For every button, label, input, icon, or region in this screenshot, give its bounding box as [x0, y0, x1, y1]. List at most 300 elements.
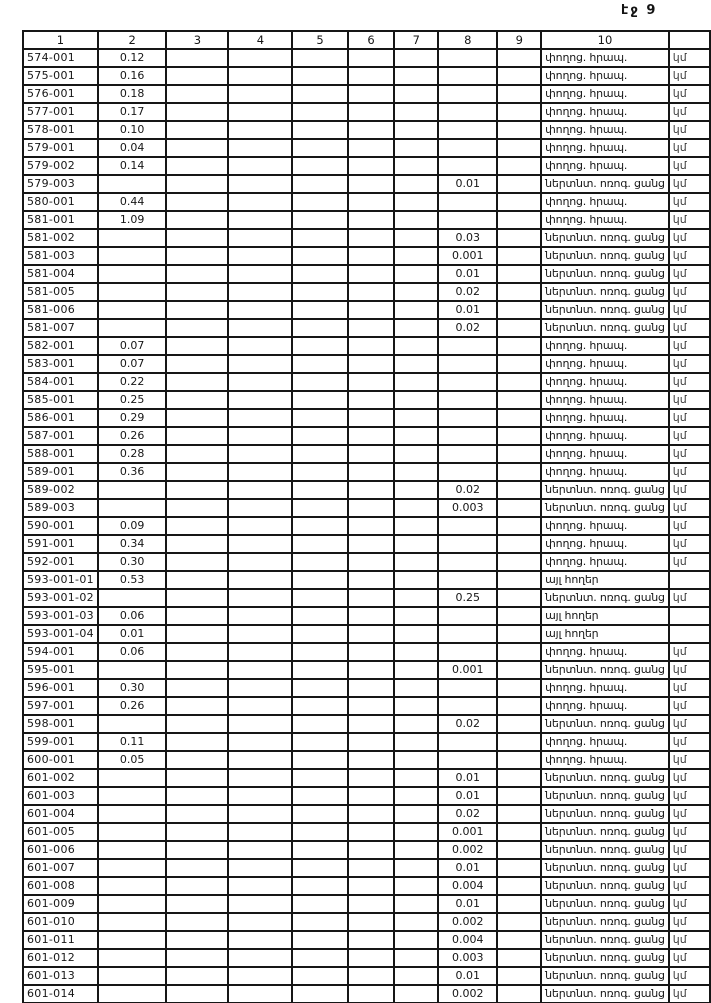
empty-cell [394, 319, 438, 337]
empty-cell [228, 931, 292, 949]
empty-cell [348, 643, 395, 661]
empty-cell [166, 211, 228, 229]
area-value-cell: 0.18 [98, 85, 166, 103]
land-use-cell: փողոց. հրապ. [541, 535, 669, 553]
empty-cell [228, 751, 292, 769]
empty-cell [394, 355, 438, 373]
empty-cell [292, 265, 347, 283]
empty-cell [394, 805, 438, 823]
land-use-cell: փողոց. հրապ. [541, 409, 669, 427]
unit-annotation [669, 571, 710, 589]
empty-cell [497, 157, 541, 175]
empty-cell [394, 49, 438, 67]
empty-cell [394, 859, 438, 877]
table-row [23, 949, 710, 967]
land-use-cell: փողոց. հրապ. [541, 139, 669, 157]
table-row [23, 571, 710, 589]
parcel-id-cell: 584-001 [23, 373, 98, 391]
land-use-cell: ներտնտ. ոռոգ. ցանց [541, 247, 669, 265]
area-value-cell: 0.12 [98, 49, 166, 67]
parcel-id-cell: 579-001 [23, 139, 98, 157]
empty-cell [394, 913, 438, 931]
empty-cell [348, 85, 395, 103]
table-row [23, 769, 710, 787]
land-use-cell: ներտնտ. ոռոգ. ցանց [541, 913, 669, 931]
empty-cell [348, 391, 395, 409]
area-value-cell: 0.06 [98, 607, 166, 625]
empty-cell [348, 931, 395, 949]
irrigation-value-cell [438, 463, 497, 481]
irrigation-value-cell: 0.01 [438, 301, 497, 319]
empty-cell [166, 913, 228, 931]
empty-cell [228, 823, 292, 841]
table-row [23, 535, 710, 553]
empty-cell [348, 319, 395, 337]
empty-cell [497, 211, 541, 229]
land-use-cell: փողոց. հրապ. [541, 211, 669, 229]
empty-cell [348, 283, 395, 301]
area-value-cell: 0.30 [98, 553, 166, 571]
unit-annotation: կմ [669, 445, 710, 463]
empty-cell [292, 139, 347, 157]
empty-cell [394, 607, 438, 625]
land-use-cell: ներտնտ. ոռոգ. ցանց [541, 175, 669, 193]
land-use-cell: ներտնտ. ոռոգ. ցանց [541, 265, 669, 283]
empty-cell [292, 715, 347, 733]
parcel-id-cell: 593-001-04 [23, 625, 98, 643]
parcel-id-cell: 593-001-01 [23, 571, 98, 589]
empty-cell [166, 283, 228, 301]
table-row [23, 931, 710, 949]
empty-cell [348, 751, 395, 769]
irrigation-value-cell [438, 49, 497, 67]
empty-cell [394, 481, 438, 499]
parcel-id-cell: 579-002 [23, 157, 98, 175]
empty-cell [348, 121, 395, 139]
empty-cell [348, 247, 395, 265]
unit-annotation: կմ [669, 535, 710, 553]
table-row [23, 355, 710, 373]
land-use-cell: փողոց. հրապ. [541, 157, 669, 175]
empty-cell [166, 823, 228, 841]
empty-cell [497, 373, 541, 391]
table-row [23, 589, 710, 607]
empty-cell [348, 373, 395, 391]
land-use-cell: այլ հողեր [541, 571, 669, 589]
irrigation-value-cell [438, 571, 497, 589]
empty-cell [394, 697, 438, 715]
empty-cell [228, 859, 292, 877]
parcel-id-cell: 590-001 [23, 517, 98, 535]
empty-cell [166, 571, 228, 589]
parcel-id-cell: 591-001 [23, 535, 98, 553]
area-value-cell [98, 805, 166, 823]
empty-cell [292, 967, 347, 985]
irrigation-value-cell: 0.01 [438, 967, 497, 985]
empty-cell [394, 931, 438, 949]
parcel-id-cell: 575-001 [23, 67, 98, 85]
table-row [23, 733, 710, 751]
irrigation-value-cell [438, 535, 497, 553]
empty-cell [292, 193, 347, 211]
unit-annotation: կմ [669, 895, 710, 913]
land-use-cell: ներտնտ. ոռոգ. ցանց [541, 301, 669, 319]
empty-cell [497, 967, 541, 985]
land-use-cell: ներտնտ. ոռոգ. ցանց [541, 877, 669, 895]
irrigation-value-cell [438, 679, 497, 697]
empty-cell [166, 535, 228, 553]
table-row [23, 787, 710, 805]
unit-annotation [669, 607, 710, 625]
empty-cell [394, 841, 438, 859]
table-row [23, 463, 710, 481]
table-row [23, 481, 710, 499]
land-use-cell: ներտնտ. ոռոգ. ցանց [541, 895, 669, 913]
land-use-cell: փողոց. հրապ. [541, 427, 669, 445]
empty-cell [166, 985, 228, 1003]
parcel-id-cell: 588-001 [23, 445, 98, 463]
area-value-cell [98, 499, 166, 517]
empty-cell [228, 643, 292, 661]
area-value-cell: 0.07 [98, 355, 166, 373]
irrigation-value-cell [438, 67, 497, 85]
unit-annotation: կմ [669, 913, 710, 931]
irrigation-value-cell [438, 121, 497, 139]
column-header-5: 5 [292, 31, 347, 49]
empty-cell [497, 823, 541, 841]
empty-cell [166, 445, 228, 463]
unit-annotation: կմ [669, 949, 710, 967]
empty-cell [348, 679, 395, 697]
empty-cell [394, 985, 438, 1003]
area-value-cell: 0.22 [98, 373, 166, 391]
empty-cell [166, 481, 228, 499]
empty-cell [348, 967, 395, 985]
empty-cell [292, 175, 347, 193]
empty-cell [497, 895, 541, 913]
empty-cell [166, 895, 228, 913]
area-value-cell [98, 301, 166, 319]
parcel-id-cell: 586-001 [23, 409, 98, 427]
area-value-cell [98, 661, 166, 679]
empty-cell [166, 319, 228, 337]
area-value-cell: 0.04 [98, 139, 166, 157]
empty-cell [166, 967, 228, 985]
empty-cell [228, 391, 292, 409]
empty-cell [394, 85, 438, 103]
unit-annotation: կմ [669, 85, 710, 103]
parcel-id-cell: 601-009 [23, 895, 98, 913]
empty-cell [497, 67, 541, 85]
area-value-cell: 0.36 [98, 463, 166, 481]
empty-cell [497, 499, 541, 517]
empty-cell [394, 67, 438, 85]
empty-cell [166, 931, 228, 949]
area-value-cell: 0.34 [98, 535, 166, 553]
empty-cell [497, 841, 541, 859]
land-use-cell: ներտնտ. ոռոգ. ցանց [541, 841, 669, 859]
area-value-cell [98, 913, 166, 931]
empty-cell [292, 913, 347, 931]
empty-cell [292, 805, 347, 823]
empty-cell [394, 463, 438, 481]
column-header-6: 6 [348, 31, 395, 49]
unit-annotation: կմ [669, 229, 710, 247]
parcel-id-cell: 601-010 [23, 913, 98, 931]
empty-cell [394, 499, 438, 517]
land-use-cell: փողոց. հրապ. [541, 49, 669, 67]
irrigation-value-cell: 0.003 [438, 949, 497, 967]
empty-cell [348, 715, 395, 733]
empty-cell [292, 445, 347, 463]
table-row [23, 967, 710, 985]
empty-cell [497, 985, 541, 1003]
unit-annotation: կմ [669, 877, 710, 895]
irrigation-value-cell: 0.03 [438, 229, 497, 247]
empty-cell [497, 103, 541, 121]
empty-cell [228, 607, 292, 625]
column-header-1: 1 [23, 31, 98, 49]
parcel-id-cell: 601-003 [23, 787, 98, 805]
land-use-cell: ներտնտ. ոռոգ. ցանց [541, 661, 669, 679]
parcel-id-cell: 574-001 [23, 49, 98, 67]
table-row [23, 121, 710, 139]
table-row [23, 391, 710, 409]
empty-cell [497, 337, 541, 355]
empty-cell [348, 49, 395, 67]
table-row [23, 661, 710, 679]
empty-cell [292, 283, 347, 301]
empty-cell [497, 571, 541, 589]
unit-annotation: կմ [669, 697, 710, 715]
parcel-id-cell: 593-001-03 [23, 607, 98, 625]
parcel-id-cell: 601-011 [23, 931, 98, 949]
unit-annotation [669, 625, 710, 643]
empty-cell [394, 103, 438, 121]
empty-cell [292, 517, 347, 535]
empty-cell [348, 697, 395, 715]
land-use-cell: փողոց. հրապ. [541, 337, 669, 355]
empty-cell [292, 679, 347, 697]
empty-cell [348, 769, 395, 787]
table-row [23, 499, 710, 517]
empty-cell [292, 589, 347, 607]
empty-cell [497, 643, 541, 661]
empty-cell [394, 175, 438, 193]
empty-cell [394, 121, 438, 139]
parcel-id-cell: 601-014 [23, 985, 98, 1003]
empty-cell [292, 751, 347, 769]
parcel-id-cell: 581-005 [23, 283, 98, 301]
irrigation-value-cell: 0.02 [438, 481, 497, 499]
parcel-id-cell: 597-001 [23, 697, 98, 715]
area-value-cell: 0.25 [98, 391, 166, 409]
table-row [23, 859, 710, 877]
table-header-row [23, 31, 710, 49]
empty-cell [166, 247, 228, 265]
empty-cell [348, 589, 395, 607]
empty-cell [228, 283, 292, 301]
empty-cell [497, 355, 541, 373]
land-use-cell: փողոց. հրապ. [541, 679, 669, 697]
table-row [23, 409, 710, 427]
land-use-cell: ներտնտ. ոռոգ. ցանց [541, 283, 669, 301]
empty-cell [497, 85, 541, 103]
land-use-cell: ներտնտ. ոռոգ. ցանց [541, 769, 669, 787]
empty-cell [394, 211, 438, 229]
parcel-id-cell: 587-001 [23, 427, 98, 445]
area-value-cell [98, 265, 166, 283]
empty-cell [292, 949, 347, 967]
empty-cell [394, 265, 438, 283]
land-use-cell: ներտնտ. ոռոգ. ցանց [541, 931, 669, 949]
unit-annotation: կմ [669, 373, 710, 391]
empty-cell [348, 67, 395, 85]
irrigation-value-cell: 0.003 [438, 499, 497, 517]
area-value-cell: 0.06 [98, 643, 166, 661]
empty-cell [292, 823, 347, 841]
empty-cell [166, 121, 228, 139]
area-value-cell [98, 895, 166, 913]
land-parcel-table [22, 30, 711, 1003]
empty-cell [292, 787, 347, 805]
irrigation-value-cell: 0.001 [438, 823, 497, 841]
empty-cell [292, 301, 347, 319]
empty-cell [166, 715, 228, 733]
empty-cell [292, 733, 347, 751]
empty-cell [292, 355, 347, 373]
irrigation-value-cell: 0.02 [438, 805, 497, 823]
empty-cell [228, 301, 292, 319]
irrigation-value-cell: 0.01 [438, 859, 497, 877]
empty-cell [166, 301, 228, 319]
empty-cell [497, 517, 541, 535]
empty-cell [166, 265, 228, 283]
land-use-cell: ներտնտ. ոռոգ. ցանց [541, 715, 669, 733]
empty-cell [228, 139, 292, 157]
land-use-cell: փողոց. հրապ. [541, 103, 669, 121]
empty-cell [228, 535, 292, 553]
table-row [23, 301, 710, 319]
area-value-cell: 0.26 [98, 427, 166, 445]
empty-cell [394, 283, 438, 301]
empty-cell [348, 301, 395, 319]
table-row [23, 841, 710, 859]
parcel-id-cell: 582-001 [23, 337, 98, 355]
parcel-id-cell: 601-002 [23, 769, 98, 787]
land-use-cell: փողոց. հրապ. [541, 751, 669, 769]
unit-annotation: կմ [669, 751, 710, 769]
table-row [23, 553, 710, 571]
empty-cell [166, 85, 228, 103]
table-row [23, 715, 710, 733]
empty-cell [497, 679, 541, 697]
table-row [23, 211, 710, 229]
unit-annotation: կմ [669, 931, 710, 949]
table-row [23, 139, 710, 157]
area-value-cell: 0.07 [98, 337, 166, 355]
parcel-id-cell: 595-001 [23, 661, 98, 679]
column-header-10: 10 [541, 31, 669, 49]
empty-cell [348, 571, 395, 589]
unit-annotation: կմ [669, 211, 710, 229]
parcel-id-cell: 592-001 [23, 553, 98, 571]
land-use-cell: փողոց. հրապ. [541, 391, 669, 409]
irrigation-value-cell: 0.02 [438, 319, 497, 337]
empty-cell [348, 427, 395, 445]
empty-cell [497, 553, 541, 571]
empty-cell [348, 499, 395, 517]
parcel-id-cell: 601-005 [23, 823, 98, 841]
area-value-cell: 0.11 [98, 733, 166, 751]
empty-cell [228, 589, 292, 607]
irrigation-value-cell [438, 193, 497, 211]
table-row [23, 175, 710, 193]
empty-cell [228, 337, 292, 355]
area-value-cell: 0.01 [98, 625, 166, 643]
empty-cell [166, 805, 228, 823]
empty-cell [166, 409, 228, 427]
unit-annotation: կմ [669, 967, 710, 985]
unit-annotation: կմ [669, 283, 710, 301]
area-value-cell: 0.05 [98, 751, 166, 769]
table-row [23, 985, 710, 1003]
empty-cell [348, 139, 395, 157]
empty-cell [348, 949, 395, 967]
empty-cell [228, 679, 292, 697]
empty-cell [348, 913, 395, 931]
empty-cell [348, 535, 395, 553]
empty-cell [292, 661, 347, 679]
empty-cell [166, 517, 228, 535]
empty-cell [228, 463, 292, 481]
unit-annotation: կմ [669, 139, 710, 157]
irrigation-value-cell: 0.01 [438, 175, 497, 193]
empty-cell [497, 751, 541, 769]
table-row [23, 697, 710, 715]
empty-cell [497, 859, 541, 877]
area-value-cell [98, 859, 166, 877]
empty-cell [394, 193, 438, 211]
empty-cell [292, 211, 347, 229]
parcel-id-cell: 601-008 [23, 877, 98, 895]
empty-cell [228, 355, 292, 373]
empty-cell [292, 931, 347, 949]
empty-cell [166, 391, 228, 409]
empty-cell [497, 247, 541, 265]
empty-cell [292, 985, 347, 1003]
column-header-3: 3 [166, 31, 228, 49]
parcel-id-cell: 598-001 [23, 715, 98, 733]
land-use-cell: փողոց. հրապ. [541, 193, 669, 211]
empty-cell [394, 445, 438, 463]
area-value-cell: 0.28 [98, 445, 166, 463]
empty-cell [292, 157, 347, 175]
empty-cell [166, 229, 228, 247]
parcel-id-cell: 599-001 [23, 733, 98, 751]
empty-cell [348, 265, 395, 283]
unit-annotation: կմ [669, 661, 710, 679]
empty-cell [166, 679, 228, 697]
empty-cell [228, 715, 292, 733]
parcel-id-cell: 581-003 [23, 247, 98, 265]
parcel-id-cell: 576-001 [23, 85, 98, 103]
parcel-id-cell: 593-001-02 [23, 589, 98, 607]
unit-annotation: կմ [669, 805, 710, 823]
table-row [23, 607, 710, 625]
empty-cell [228, 895, 292, 913]
empty-cell [394, 715, 438, 733]
